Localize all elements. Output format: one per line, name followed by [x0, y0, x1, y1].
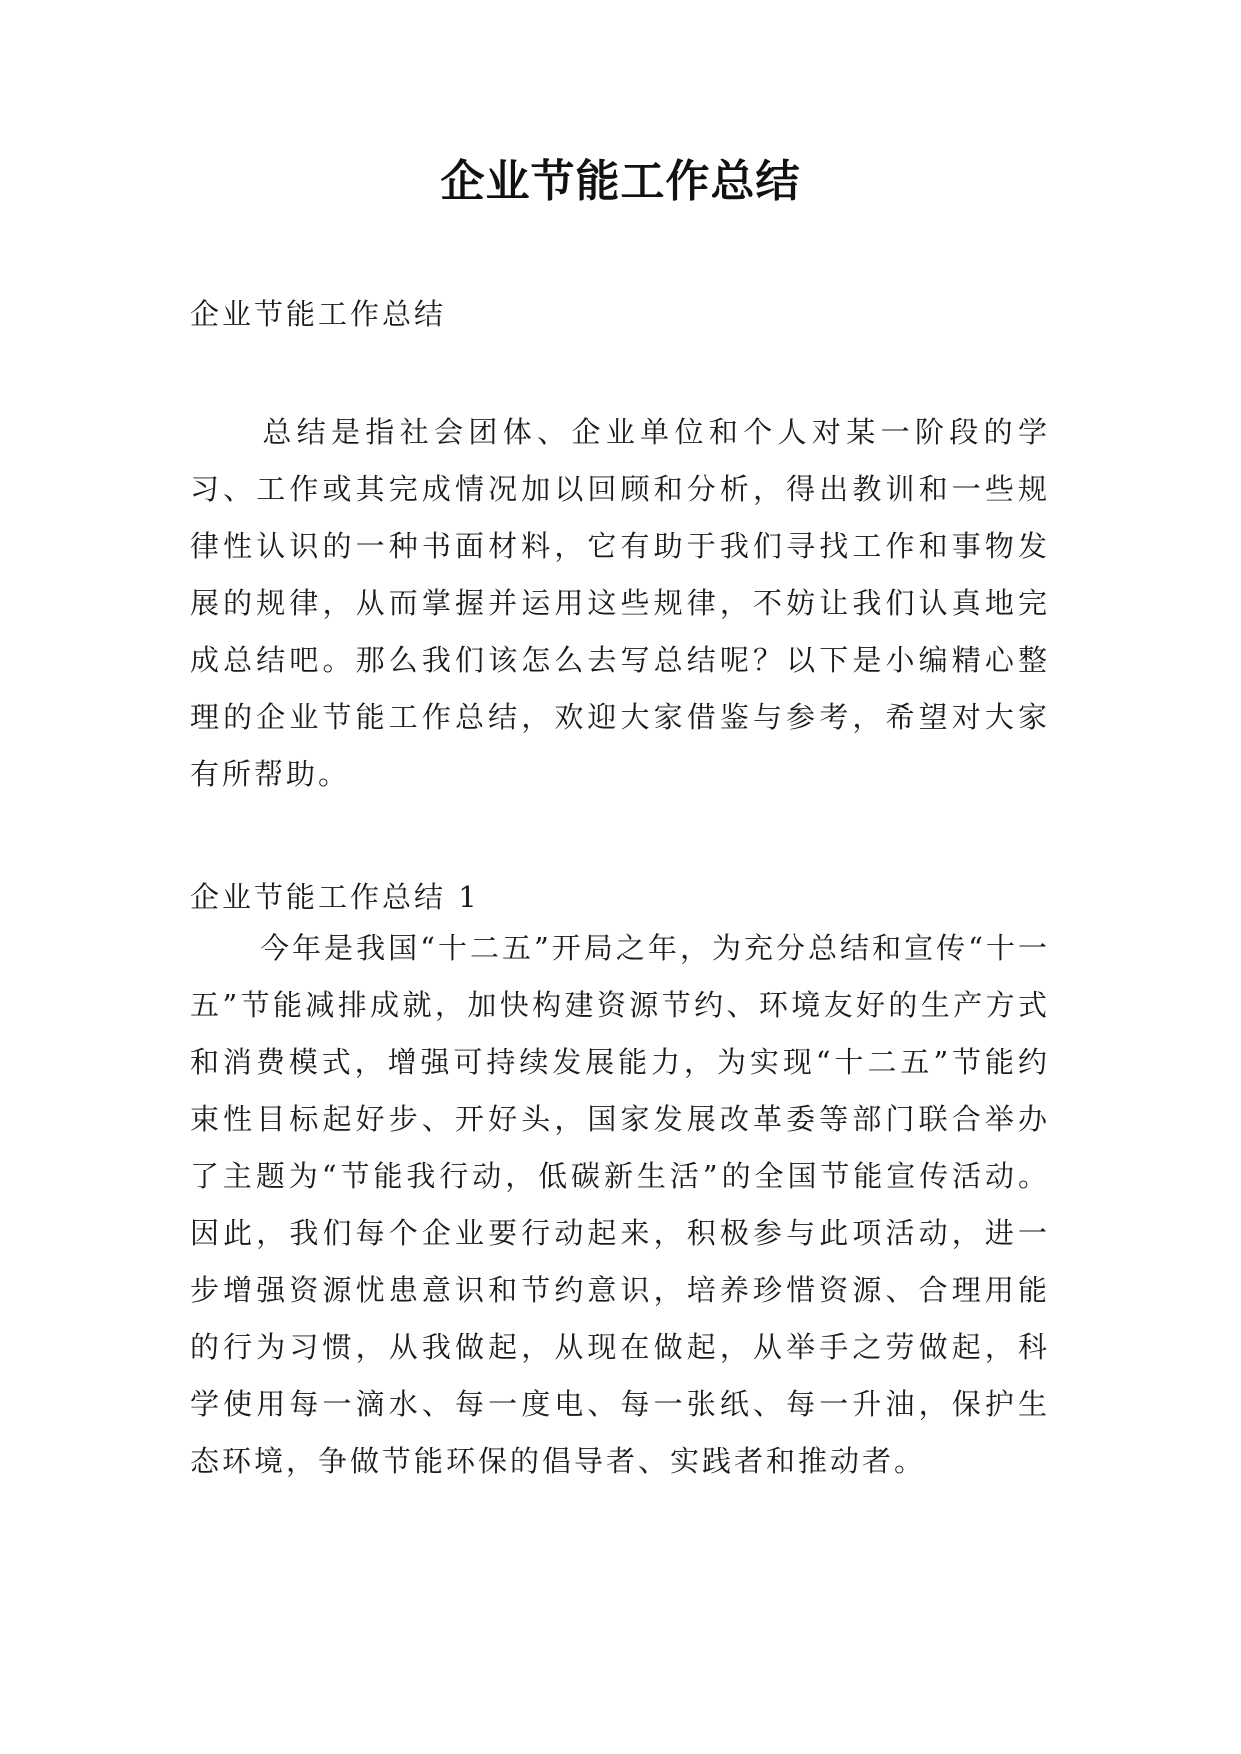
section-heading: 企业节能工作总结 1: [190, 880, 480, 914]
intro-paragraph-text: 总结是指社会团体、企业单位和个人对某一阶段的学习、工作或其完成情况加以回顾和分析，得出教训和一些规律性认识的一种书面材料，它有助于我们寻找工作和事物发展的规律，从而掌握并运用这些规律，不妨让我们认真地完成总结吧。那么我们该怎么去写总结呢？以下是小编精心整理的企业节能工作总结，欢迎大家借鉴与参考，希望对大家有所帮助。: [190, 415, 1050, 791]
document-title: 企业节能工作总结: [440, 156, 801, 207]
section-paragraph-text: 今年是我国“十二五”开局之年，为充分总结和宣传“十一五”节能减排成就，加快构建资源节约、环境友好的生产方式和消费模式，增强可持续发展能力，为实现“十二五”节能约束性目标起好步、开好头，国家发展改革委等部门联合举办了主题为“节能我行动，低碳新生活”的全国节能宣传活动。因此，我们每个企业要行动起来，积极参与此项活动，进一步增强资源忧患意识和节约意识，培养珍惜资源、合理用能的行为习惯，从我做起，从现在做起，从举手之劳做起，科学使用每一滴水、每一度电、每一张纸、每一升油，保护生态环境，争做节能环保的倡导者、实践者和推动者。: [190, 931, 1050, 1478]
section-paragraph: [190, 920, 1050, 1490]
intro-paragraph: [190, 404, 1050, 803]
document-subtitle: 企业节能工作总结: [190, 297, 447, 331]
